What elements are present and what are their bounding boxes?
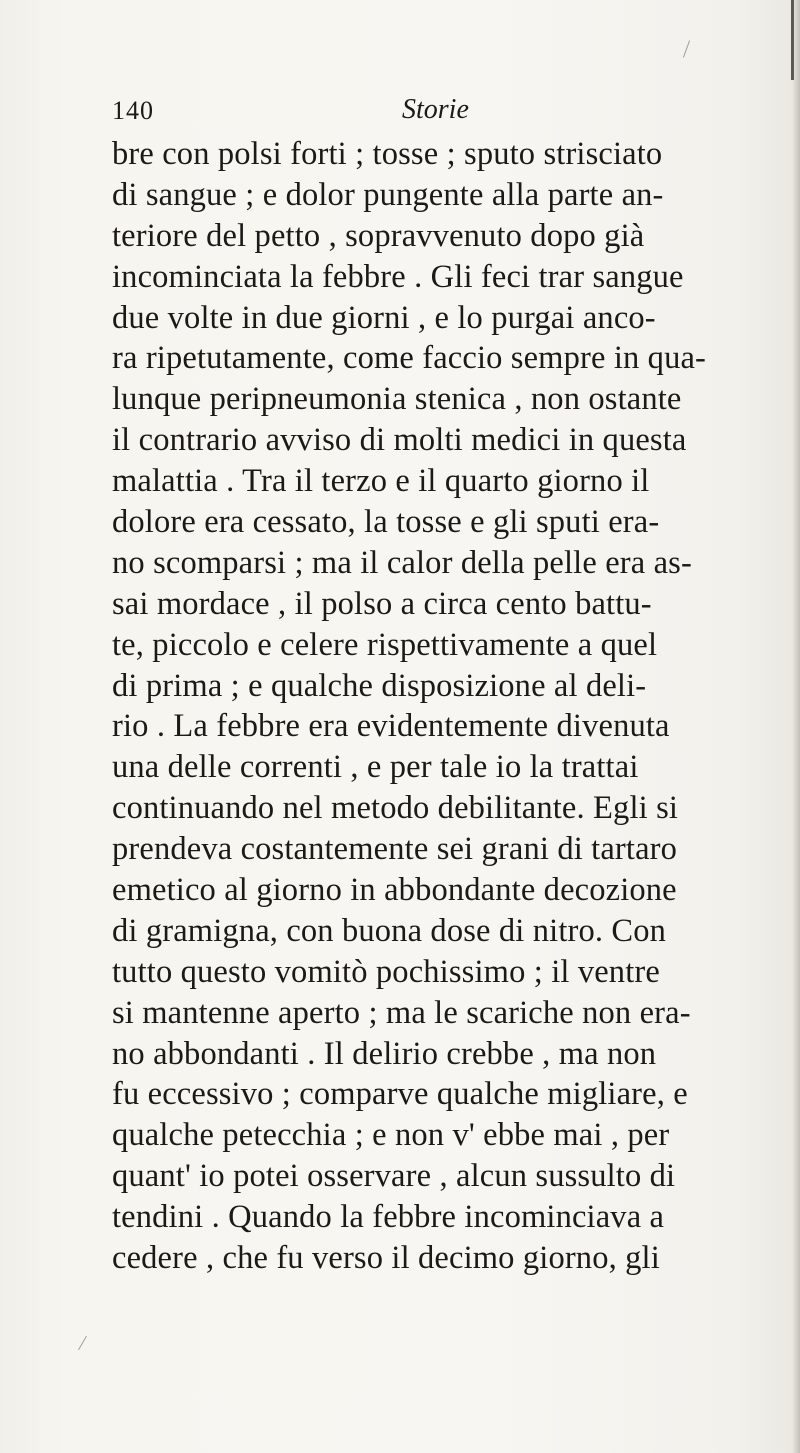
text-line: rio . La febbre era evidentemente divenuta (112, 708, 670, 745)
text-line: il contrario avviso di molti medici in questa (112, 422, 687, 459)
text-line: prendeva costantemente sei grani di tartaro (112, 831, 678, 868)
text-line: te, piccolo e celere rispettivamente a quel (112, 626, 658, 663)
text-line: qualche petecchia ; e non v' ebbe mai , per (112, 1117, 670, 1154)
text-line: sai mordace , il polso a circa cento battu- (112, 585, 652, 622)
text-line: tendini . Quando la febbre incominciava a (112, 1199, 665, 1236)
text-line: lunque peripneumonia stenica , non ostante (112, 381, 682, 418)
running-title: Storie (402, 94, 469, 125)
text-line: no scomparsi ; ma il calor della pelle era as- (112, 544, 692, 581)
text-line: una delle correnti , e per tale io la trattai (112, 749, 639, 786)
page-edge-shadow (792, 0, 800, 1453)
margin-mark (683, 40, 690, 57)
text-line: incominciata la febbre . Gli feci trar sangue (112, 258, 684, 295)
text-line: malattia . Tra il terzo e il quarto giorno il (112, 463, 650, 500)
text-line: di prima ; e qualche disposizione al deli- (112, 667, 647, 704)
text-line: tutto questo vomitò pochissimo ; il ventre (112, 953, 660, 990)
text-line: fu eccessivo ; comparve qualche migliare, e (112, 1076, 688, 1113)
scan-edge-mark (791, 0, 794, 80)
text-line: cedere , che fu verso il decimo giorno, gli (112, 1240, 660, 1277)
text-line: ra ripetutamente, come faccio sempre in qua- (112, 340, 707, 377)
body-text (112, 134, 772, 1279)
text-line: emetico al giorno in abbondante decozione (112, 872, 677, 909)
text-line: teriore del petto , sopravvenuto dopo già (112, 217, 645, 254)
page-number: 140 (112, 96, 154, 125)
text-line: si mantenne aperto ; ma le scariche non era- (112, 994, 691, 1031)
page-header (112, 96, 732, 136)
text-line: di sangue ; e dolor pungente alla parte an- (112, 176, 664, 213)
text-line: due volte in due giorni , e lo purgai anco- (112, 299, 656, 336)
text-line: dolore era cessato, la tosse e gli sputi era- (112, 504, 660, 541)
margin-mark (78, 1336, 87, 1350)
text-line: bre con polsi forti ; tosse ; sputo strisciato (112, 136, 663, 172)
text-line: quant' io potei osservare , alcun sussulto di (112, 1158, 676, 1195)
text-line: di gramigna, con buona dose di nitro. Con (112, 912, 667, 949)
text-line: continuando nel metodo debilitante. Egli si (112, 790, 679, 827)
text-line: no abbondanti . Il delirio crebbe , ma non (112, 1035, 657, 1072)
